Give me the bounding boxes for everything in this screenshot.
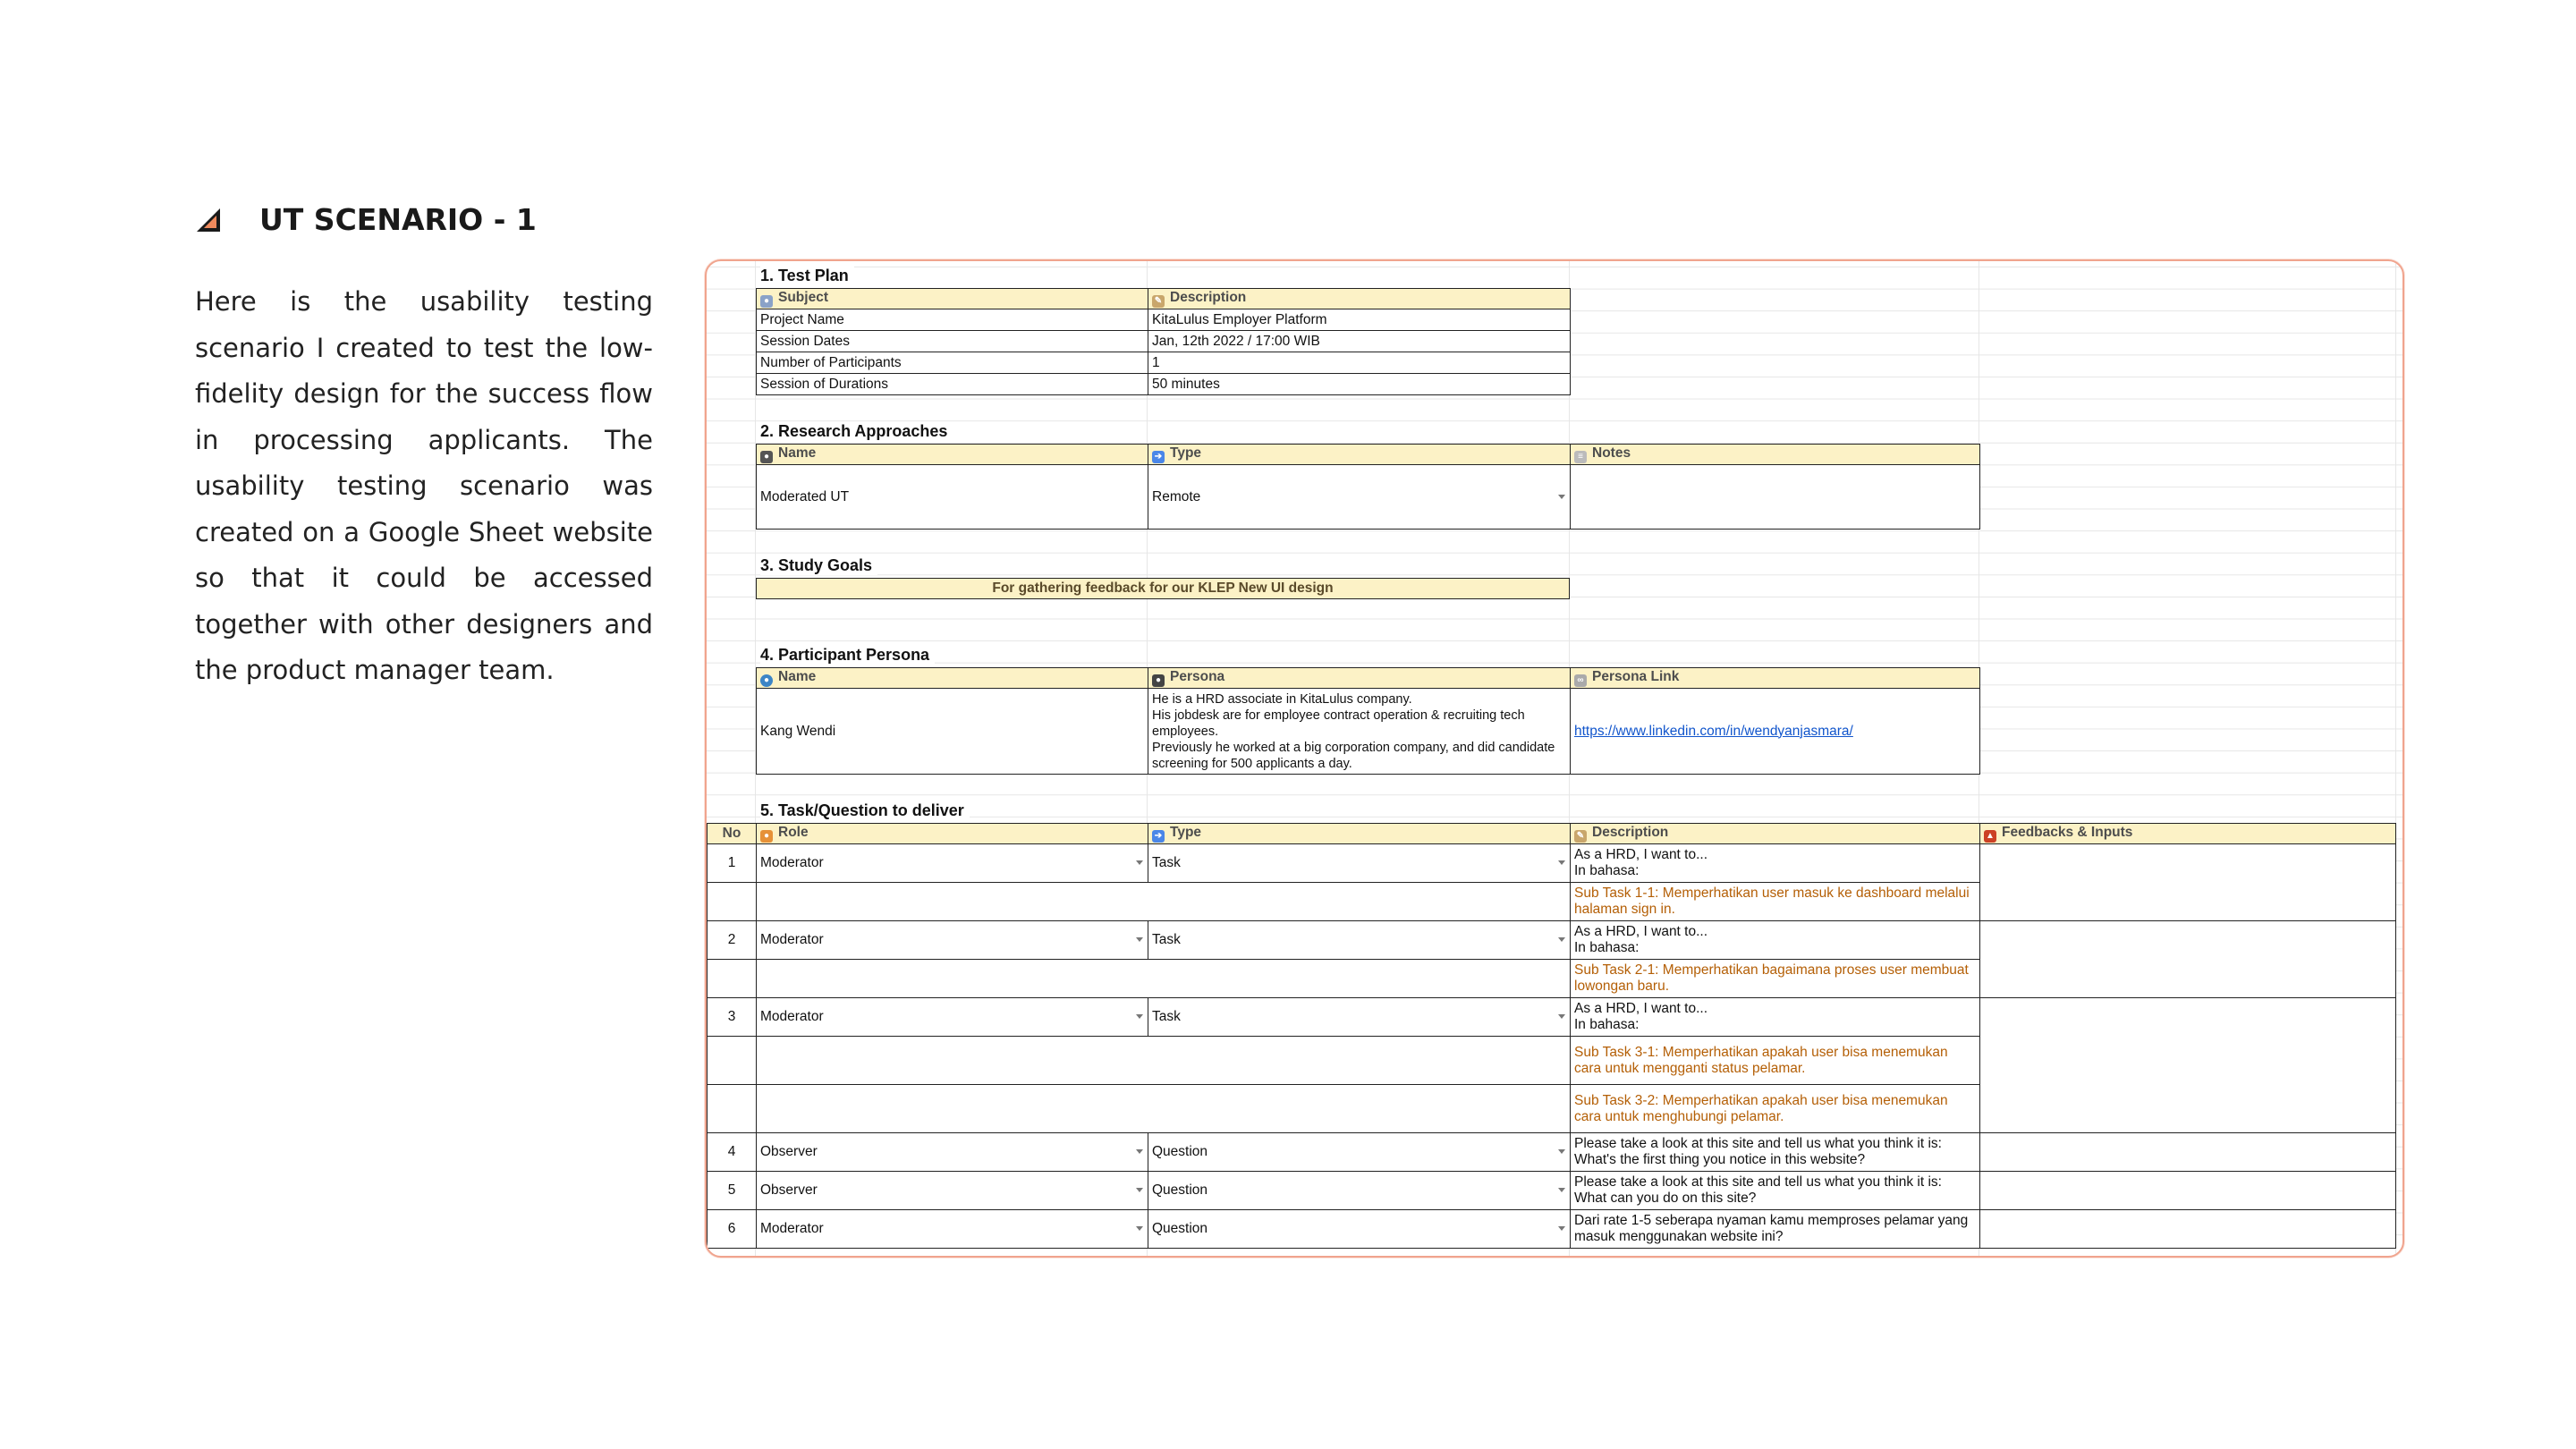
description-cell[interactable]: As a HRD, I want to... In bahasa: — [1571, 844, 1980, 883]
persona-link[interactable]: https://www.linkedin.com/in/wendyanjasmara/ — [1571, 689, 1980, 775]
type-dropdown-cell[interactable]: Question — [1148, 1210, 1571, 1249]
chevron-down-icon[interactable] — [1558, 937, 1565, 942]
cell[interactable]: Project Name — [757, 309, 1148, 331]
cell[interactable]: 1 — [1148, 352, 1571, 374]
header-persona: ● Persona — [1148, 668, 1571, 689]
chevron-down-icon[interactable] — [1558, 1149, 1565, 1154]
table-row — [708, 844, 2396, 883]
notepad-icon: ≡ — [1574, 451, 1587, 463]
research-table — [756, 444, 1980, 530]
cell[interactable]: Session of Durations — [757, 374, 1148, 395]
feedback-cell[interactable] — [1980, 998, 2396, 1133]
chevron-down-icon[interactable] — [1558, 1014, 1565, 1019]
cell[interactable]: Number of Participants — [757, 352, 1148, 374]
persona-description-cell[interactable]: He is a HRD associate in KitaLulus company. His jobdesk are for employee contract operation & recruiting tech employees. Previously he worked at a big corporation company, and did candidate screening for 500 applicants a day. — [1148, 689, 1571, 775]
type-dropdown-cell[interactable]: Question — [1148, 1133, 1571, 1172]
header-notes: ≡ Notes — [1571, 445, 1980, 465]
description-cell[interactable]: As a HRD, I want to... In bahasa: — [1571, 921, 1980, 960]
header-persona-link: ∞ Persona Link — [1571, 668, 1980, 689]
table-row — [708, 1133, 2396, 1172]
type-dropdown-cell[interactable]: Task — [1148, 844, 1571, 883]
pencil-icon: ✎ — [1152, 295, 1165, 308]
chevron-down-icon[interactable] — [1558, 860, 1565, 865]
row-number[interactable]: 5 — [708, 1172, 757, 1210]
table-row — [708, 1172, 2396, 1210]
chevron-down-icon[interactable] — [1136, 1188, 1143, 1192]
role-dropdown-cell[interactable]: Moderator — [757, 1210, 1148, 1249]
feedback-cell[interactable] — [1980, 844, 2396, 921]
goals-table — [756, 578, 1570, 599]
cell[interactable] — [708, 960, 757, 998]
header-description: ✎ Description — [1148, 289, 1571, 309]
persona-icon: ● — [1152, 674, 1165, 687]
subtask-cell[interactable]: Sub Task 3-2: Memperhatikan apakah user bisa menemukan cara untuk menghubungi pelamar. — [1571, 1085, 1980, 1133]
table-row — [708, 1210, 2396, 1249]
pencil-icon: ✎ — [1574, 830, 1587, 843]
description-cell[interactable]: Please take a look at this site and tell us what you think it is: What's the first thing you notice in this website? — [1571, 1133, 1980, 1172]
spreadsheet-grid — [707, 261, 2402, 1256]
cell[interactable]: KitaLulus Employer Platform — [1148, 309, 1571, 331]
person-icon: ● — [760, 295, 773, 308]
chevron-down-icon[interactable] — [1136, 1014, 1143, 1019]
chevron-down-icon[interactable] — [1558, 1226, 1565, 1231]
header-role: ● Role — [757, 824, 1148, 844]
role-dropdown-cell[interactable]: Moderator — [757, 844, 1148, 883]
arrow-right-icon: ➔ — [1152, 830, 1165, 843]
test-plan-table — [756, 288, 1571, 395]
subtask-cell[interactable]: Sub Task 2-1: Memperhatikan bagaimana proses user membuat lowongan baru. — [1571, 960, 1980, 998]
role-dropdown-cell[interactable]: Moderator — [757, 998, 1148, 1037]
chevron-down-icon[interactable] — [1558, 495, 1565, 499]
cell[interactable] — [1571, 465, 1980, 530]
intro-paragraph: Here is the usability testing scenario I created to test the low-fidelity design for the success flow in processing applicants. The usability testing scenario was created on a Google Sheet website so that it could be accessed together with other designers and the product manager team. — [195, 286, 653, 685]
role-icon: ● — [760, 830, 773, 843]
row-number[interactable]: 1 — [708, 844, 757, 883]
type-dropdown-cell[interactable]: Remote — [1148, 465, 1571, 530]
header-type: ➔ Type — [1148, 824, 1571, 844]
tasks-table — [707, 823, 2396, 1249]
cell[interactable]: 50 minutes — [1148, 374, 1571, 395]
row-number[interactable]: 6 — [708, 1210, 757, 1249]
cell[interactable]: Session Dates — [757, 331, 1148, 352]
cell[interactable] — [708, 1085, 757, 1133]
arrow-right-icon: ➔ — [1152, 451, 1165, 463]
header-description: ✎ Description — [1571, 824, 1980, 844]
header-no: No — [708, 824, 757, 844]
row-number[interactable]: 4 — [708, 1133, 757, 1172]
role-dropdown-cell[interactable]: Moderator — [757, 921, 1148, 960]
feedback-cell[interactable] — [1980, 1210, 2396, 1249]
spreadsheet-screenshot — [705, 259, 2404, 1258]
cell[interactable] — [757, 883, 1571, 921]
cell[interactable] — [708, 1037, 757, 1085]
section-tasks-title: 5. Task/Question to deliver — [760, 801, 970, 820]
feedback-cell[interactable] — [1980, 1172, 2396, 1210]
header-name: ● Name — [757, 668, 1148, 689]
persona-table — [756, 667, 1980, 775]
cell[interactable] — [757, 1037, 1571, 1085]
subtask-cell[interactable]: Sub Task 3-1: Memperhatikan apakah user bisa menemukan cara untuk mengganti status pelamar. — [1571, 1037, 1980, 1085]
cell[interactable] — [757, 1085, 1571, 1133]
cell[interactable]: Moderated UT — [757, 465, 1148, 530]
description-cell[interactable]: Dari rate 1-5 seberapa nyaman kamu memproses pelamar yang masuk menggunakan website ini? — [1571, 1210, 1980, 1249]
chevron-down-icon[interactable] — [1136, 937, 1143, 942]
header-subject: ● Subject — [757, 289, 1148, 309]
table-row — [708, 921, 2396, 960]
user-circle-icon: ● — [760, 674, 773, 687]
feedback-cell[interactable] — [1980, 1133, 2396, 1172]
header-type: ➔ Type — [1148, 445, 1571, 465]
chevron-down-icon[interactable] — [1136, 1149, 1143, 1154]
section-goals-title: 3. Study Goals — [760, 556, 877, 575]
header-name: ● Name — [757, 445, 1148, 465]
page-title: UT SCENARIO - 1 — [259, 202, 537, 237]
section-persona-title: 4. Participant Persona — [760, 646, 935, 665]
row-number[interactable]: 2 — [708, 921, 757, 960]
role-dropdown-cell[interactable]: Observer — [757, 1133, 1148, 1172]
row-number[interactable]: 3 — [708, 998, 757, 1037]
study-goal-cell[interactable]: For gathering feedback for our KLEP New UI design — [757, 579, 1570, 599]
section-research-title: 2. Research Approaches — [760, 422, 953, 441]
cell[interactable]: Jan, 12th 2022 / 17:00 WIB — [1148, 331, 1571, 352]
chevron-down-icon[interactable] — [1136, 860, 1143, 865]
description-cell[interactable]: As a HRD, I want to... In bahasa: — [1571, 998, 1980, 1037]
people-icon: ● — [760, 451, 773, 463]
cell[interactable] — [708, 883, 757, 921]
chevron-down-icon[interactable] — [1136, 1226, 1143, 1231]
link-icon: ∞ — [1574, 674, 1587, 687]
type-dropdown-cell[interactable]: Task — [1148, 998, 1571, 1037]
feedback-cell[interactable] — [1980, 921, 2396, 998]
rocket-icon: ▲ — [1984, 830, 1996, 843]
section-test-plan-title: 1. Test Plan — [760, 267, 854, 285]
triangle-icon — [195, 207, 222, 233]
table-row — [708, 998, 2396, 1037]
role-dropdown-cell[interactable]: Observer — [757, 1172, 1148, 1210]
type-dropdown-cell[interactable]: Task — [1148, 921, 1571, 960]
description-cell[interactable]: Please take a look at this site and tell us what you think it is: What can you do on this site? — [1571, 1172, 1980, 1210]
cell[interactable]: Kang Wendi — [757, 689, 1148, 775]
chevron-down-icon[interactable] — [1558, 1188, 1565, 1192]
type-dropdown-cell[interactable]: Question — [1148, 1172, 1571, 1210]
slide-title — [195, 202, 537, 237]
cell[interactable] — [757, 960, 1571, 998]
header-feedbacks: ▲ Feedbacks & Inputs — [1980, 824, 2396, 844]
subtask-cell[interactable]: Sub Task 1-1: Memperhatikan user masuk ke dashboard melalui halaman sign in. — [1571, 883, 1980, 921]
